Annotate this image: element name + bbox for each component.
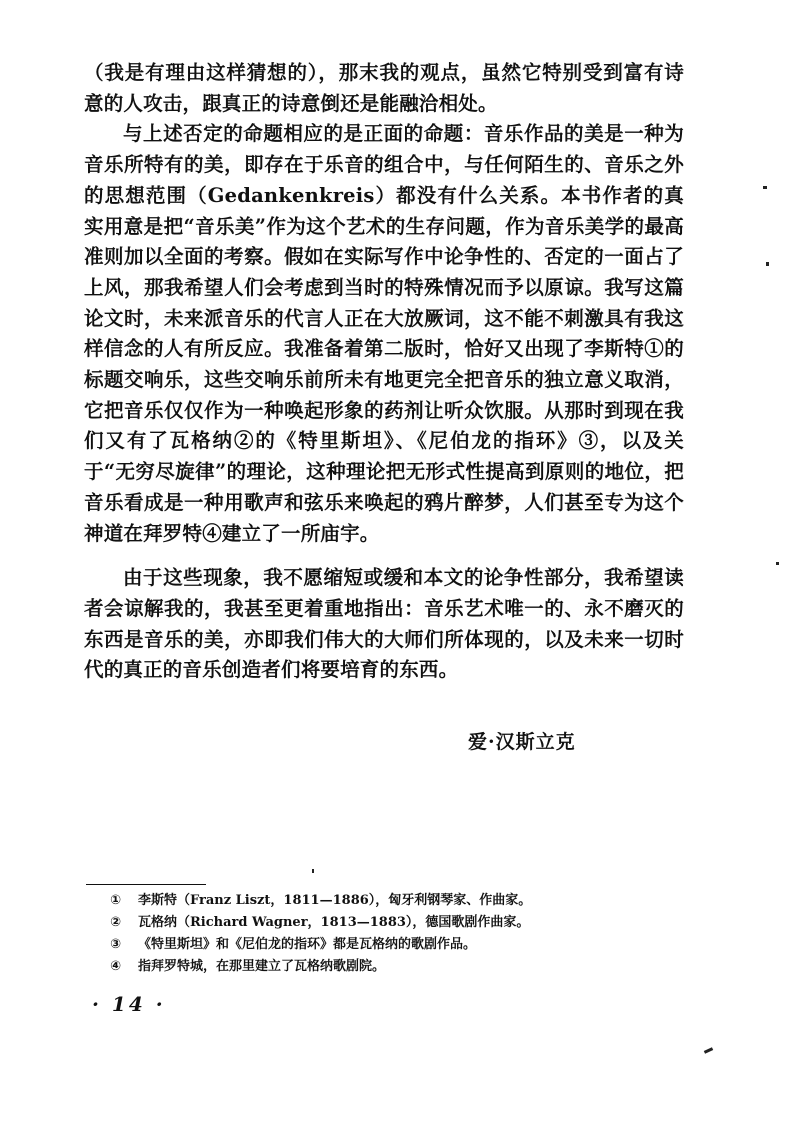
scan-speck xyxy=(763,186,767,189)
footnote-marker: ④ xyxy=(110,959,122,974)
footnote-divider xyxy=(86,884,206,885)
scan-speck xyxy=(776,562,779,565)
footnote-text: 《特里斯坦》和《尼伯龙的指环》都是瓦格纳的歌剧作品。 xyxy=(138,937,477,952)
page-number: · 14 · xyxy=(92,992,166,1016)
footnote-text: 李斯特（Franz Liszt，1811—1886），匈牙利钢琴家、作曲家。 xyxy=(138,893,532,908)
footnote-marker: ① xyxy=(110,893,122,908)
footnote-2 xyxy=(110,912,670,934)
scan-speck xyxy=(312,869,314,873)
footnote-4 xyxy=(110,956,670,978)
footnote-text: 指拜罗特城，在那里建立了瓦格纳歌剧院。 xyxy=(138,959,386,974)
scan-speck xyxy=(766,262,769,266)
paragraph-3: 由于这些现象，我不愿缩短或缓和本文的论争性部分，我希望读者会谅解我的，我甚至更着重地指出：音乐艺术唯一的、永不磨灭的东西是音乐的美，亦即我们伟大的大师们所体现的，以及未来一切时代的真正的音乐创造者们将要培育的东西。 xyxy=(84,566,684,682)
scan-speck xyxy=(704,1047,713,1054)
footnote-1 xyxy=(110,890,670,912)
author-signature: 爱·汉斯立克 xyxy=(468,731,576,753)
footnote-marker: ③ xyxy=(110,937,122,952)
paragraph-gap xyxy=(84,549,684,563)
paragraph-2: 与上述否定的命题相应的是正面的命题：音乐作品的美是一种为音乐所特有的美，即存在于乐音的组合中，与任何陌生的、音乐之外的思想范围（Gedankenkreis）都没有什么关系。本书作者的真实用意是把“音乐美”作为这个艺术的生存问题，作为音乐美学的最高准则加以全面的考察。假如在实际写作中论争性的、否定的一面占了上风，那我希望人们会考虑到当时的特殊情况而予以原谅。我写这篇论文时，未来派音乐的代言人正在大放厥词，这不能不刺激具有我这样信念的人有所反应。我准备着第二版时，恰好又出现了李斯特①的标题交响乐，这些交响乐前所未有地更完全把音乐的独立意义取消，它把音乐仅仅作为一种唤起形象的药剂让听众饮服。从那时到现在我们又有了瓦格纳②的《特里斯坦》、《尼伯龙的指环》③，以及关于“无穷尽旋律”的理论，这种理论把无形式性提高到原则的地位，把音乐看成是一种用歌声和弦乐来唤起的鸦片醉梦，人们甚至专为这个神道在拜罗特④建立了一所庙宇。 xyxy=(84,122,684,545)
paragraph-1: （我是有理由这样猜想的），那末我的观点，虽然它特别受到富有诗意的人攻击，跟真正的诗意倒还是能融洽相处。 xyxy=(84,61,684,115)
footnotes xyxy=(110,890,670,978)
footnote-3 xyxy=(110,934,670,956)
footnote-text: 瓦格纳（Richard Wagner，1813—1883），德国歌剧作曲家。 xyxy=(138,915,530,930)
footnote-marker: ② xyxy=(110,915,122,930)
body-text xyxy=(84,58,684,686)
